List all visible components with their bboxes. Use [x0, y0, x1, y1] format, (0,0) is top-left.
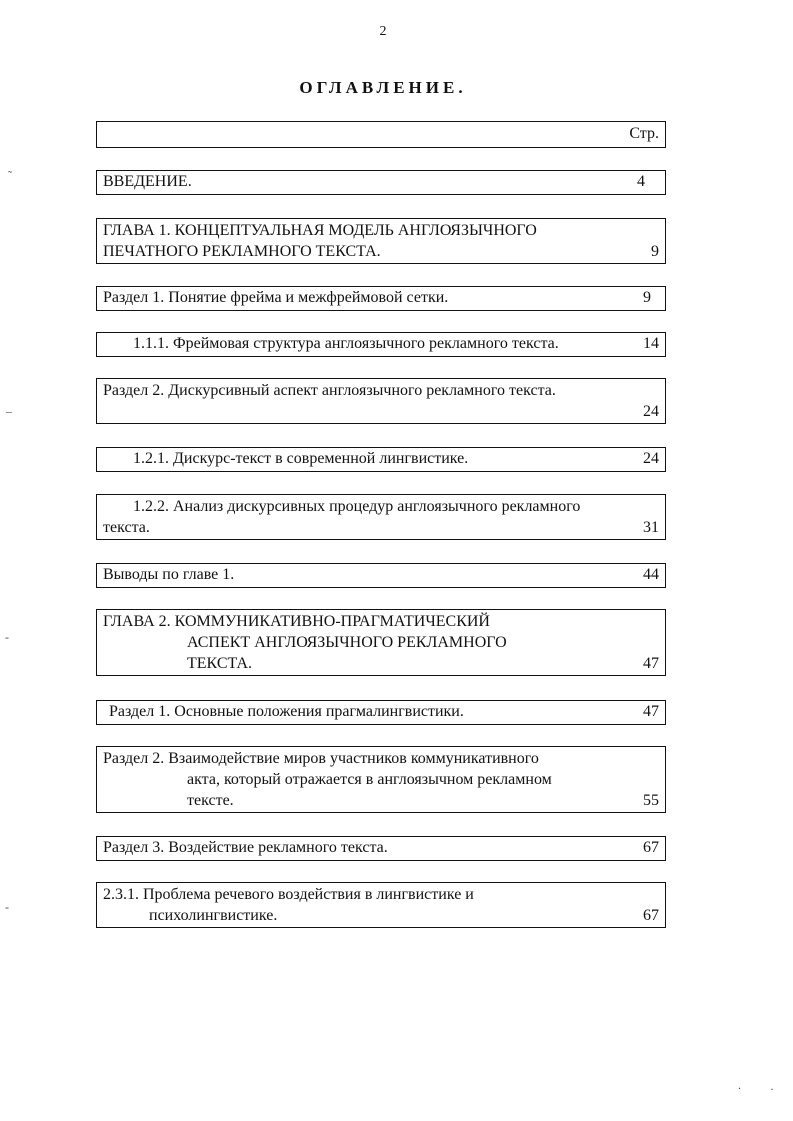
toc-entry-page: 4 — [637, 173, 645, 190]
toc-entry-label: тексте. — [187, 792, 234, 809]
scan-mark: – — [6, 404, 12, 418]
toc-entry-page: 67 — [643, 839, 659, 856]
toc-entry-page: 9 — [643, 289, 651, 306]
toc-entry-section-2-2[interactable] — [96, 746, 666, 813]
toc-entry-label: акта, который отражается в англоязычном рекламном — [187, 771, 552, 788]
toc-entry-label: Раздел 2. Дискурсивный аспект англоязычного рекламного текста. — [103, 382, 556, 399]
toc-entry-label: ТЕКСТА. — [187, 655, 253, 672]
page-column-header: Стр. — [629, 125, 659, 142]
toc-entry-page: 31 — [643, 519, 659, 536]
toc-entry-label: ВВЕДЕНИЕ. — [103, 173, 192, 190]
toc-entry-label: ГЛАВА 2. КОММУНИКАТИВНО-ПРАГМАТИЧЕСКИЙ — [103, 613, 490, 630]
toc-entry-page: 47 — [643, 655, 659, 672]
toc-header-box — [96, 121, 666, 148]
toc-entry-chapter-1[interactable] — [96, 218, 666, 264]
toc-entry-label: психолингвистике. — [149, 907, 278, 924]
toc-entry-label: ПЕЧАТНОГО РЕКЛАМНОГО ТЕКСТА. — [103, 243, 381, 260]
toc-entry-page: 9 — [651, 243, 659, 260]
toc-entry-label: текста. — [103, 519, 150, 536]
toc-entry-label: АСПЕКТ АНГЛОЯЗЫЧНОГО РЕКЛАМНОГО — [187, 634, 507, 651]
toc-entry-section-2-1[interactable] — [96, 700, 666, 725]
toc-entry-page: 44 — [643, 566, 659, 583]
toc-entry-conclusions-chapter-1[interactable] — [96, 563, 666, 588]
toc-entry-label: 2.3.1. Проблема речевого воздействия в лингвистике и — [103, 886, 474, 903]
toc-entry-page: 55 — [643, 792, 659, 809]
toc-entry-chapter-2[interactable] — [96, 609, 666, 676]
toc-entry-label: Раздел 1. Основные положения прагмалингвистики. — [109, 703, 464, 720]
toc-entry-section-2-3[interactable] — [96, 836, 666, 861]
scan-mark: · — [770, 1082, 774, 1096]
toc-entry-page: 67 — [643, 907, 659, 924]
toc-entry-subsection-2-3-1[interactable] — [96, 882, 666, 928]
toc-entry-page: 24 — [643, 450, 659, 467]
scan-mark: - — [5, 630, 9, 644]
toc-entry-subsection-1-1-1[interactable] — [96, 332, 666, 357]
toc-entry-section-1-2[interactable] — [96, 378, 666, 424]
toc-entry-label: 1.2.2. Анализ дискурсивных процедур англоязычного рекламного — [133, 498, 581, 515]
toc-entry-label: 1.2.1. Дискурс-текст в современной лингвистике. — [133, 450, 469, 467]
scan-mark: . — [738, 1078, 741, 1092]
toc-entry-label: Раздел 2. Взаимодействие миров участников коммуникативного — [103, 750, 539, 767]
toc-entry-subsection-1-2-2[interactable] — [96, 494, 666, 540]
toc-entry-page: 47 — [643, 703, 659, 720]
toc-entry-page: 14 — [643, 335, 659, 352]
toc-entry-label: ГЛАВА 1. КОНЦЕПТУАЛЬНАЯ МОДЕЛЬ АНГЛОЯЗЫЧНОГО — [103, 222, 537, 239]
toc-entry-label: Раздел 1. Понятие фрейма и межфреймовой сетки. — [103, 289, 449, 306]
toc-entry-page: 24 — [643, 403, 659, 420]
toc-entry-label: 1.1.1. Фреймовая структура англоязычного рекламного текста. — [133, 335, 559, 352]
toc-entry-label: Выводы по главе 1. — [103, 566, 235, 583]
toc-entry-subsection-1-2-1[interactable] — [96, 447, 666, 472]
document-title: ОГЛАВЛЕНИЕ. — [299, 78, 467, 97]
scan-mark: ˜ — [8, 168, 12, 182]
toc-entry-introduction[interactable] — [96, 170, 666, 195]
page-number: 2 — [379, 24, 387, 39]
scan-mark: - — [5, 900, 9, 914]
toc-entry-label: Раздел 3. Воздействие рекламного текста. — [103, 839, 388, 856]
toc-entry-section-1-1[interactable] — [96, 286, 666, 311]
